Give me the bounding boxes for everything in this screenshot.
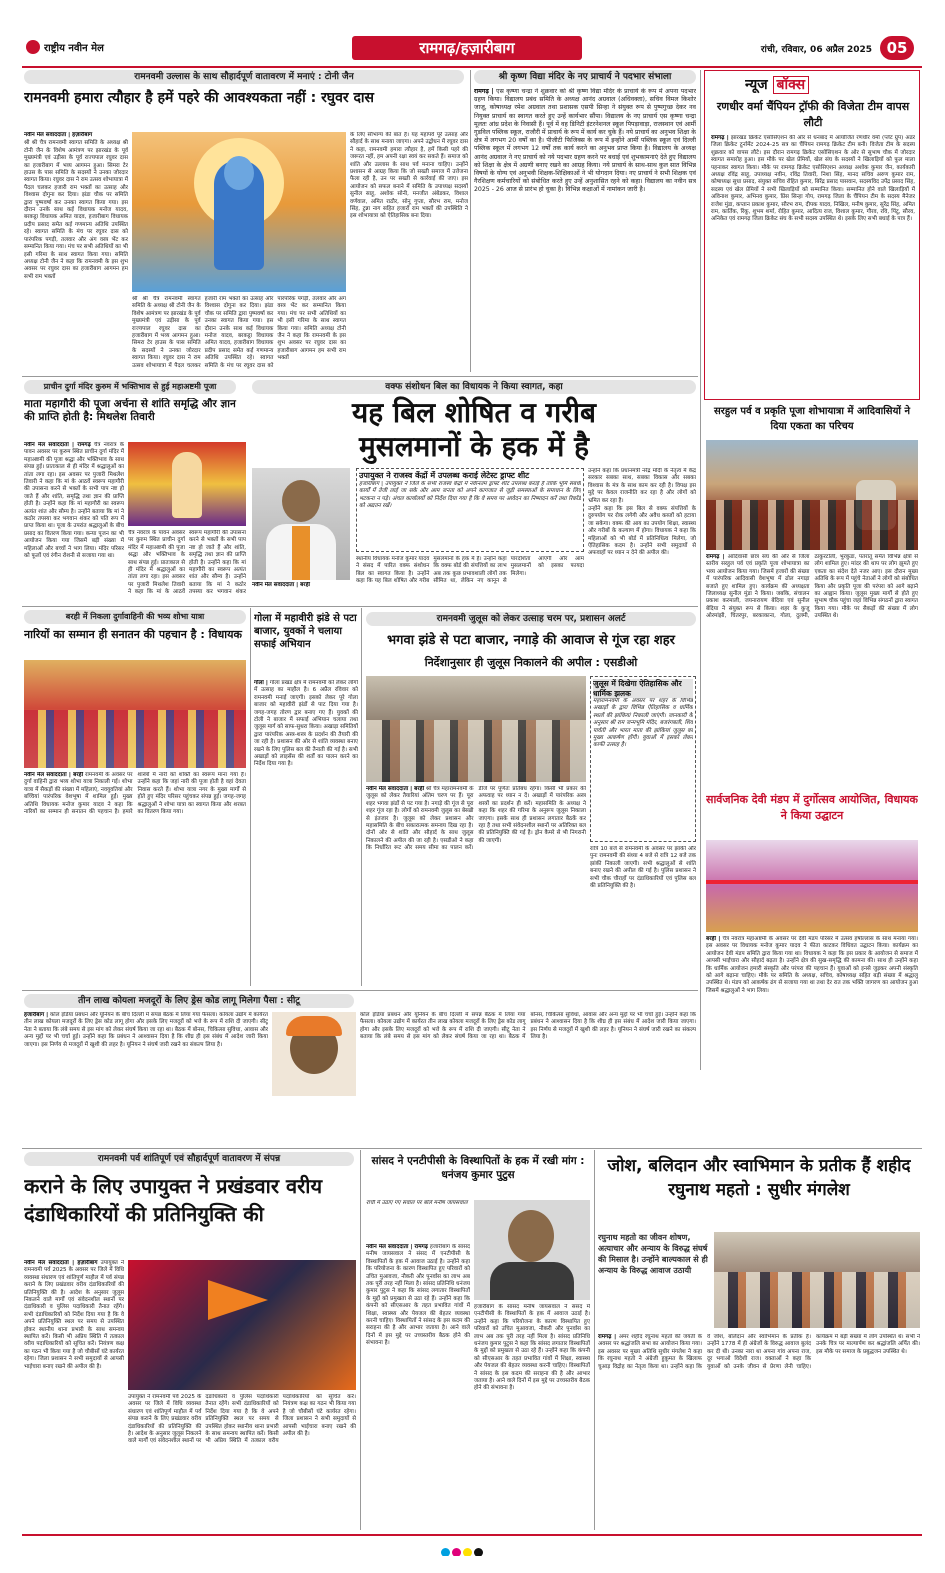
idol [172, 452, 202, 518]
mandap-body [706, 936, 918, 1068]
prati-kicker: रामनवमी पर्व शांतिपूर्ण एवं सौहार्दपूर्ण वातावरण में संपन्न [24, 1152, 354, 1166]
koyla-kicker: तीन लाख कोयला मजदूरों के लिए ड्रेस कोड लागू मिलेगा पैसा : सीटू [24, 994, 354, 1008]
mahagauri-headline: माता महागौरी की पूजा अर्चना से शांति समृद्धि और ज्ञान की प्राप्ति होती है: मिथलेश तिवारी [24, 398, 236, 423]
cmyk-registration-icon [440, 1542, 520, 1556]
rule [250, 608, 251, 986]
waqf-body-c [588, 468, 696, 602]
waqf-inset [356, 468, 584, 552]
rule [22, 376, 698, 377]
news-box-label [745, 75, 885, 95]
waqf-dateline: नवीन मेल संवाददाता | बरही [252, 582, 311, 588]
drum-players [366, 720, 586, 782]
gola-text: गोला प्रखंड क्षेत्र में रामनवमी को लेकर लोगों में उत्साह का माहौल है। 6 अप्रैल रविवार को रामनवमी मनाई जाएगी। इसको लेकर पूरे गोला बाजार को महावीरी झंडों से पाट दिया गया है। जगह-जगह तोरण द्वार बनाए गए हैं। युवकों की टोली ने बाजार में सफाई अभियान चलाया तथा जुलूस मार्ग को साफ-सुथरा किया। अखाड़ा समितियों द्वारा पारंपरिक अस्त्र-शस्त्र के प्रदर्शन की तैयारी की जा रही है। प्रशासन की ओर से शांति व्यवस्था बनाए रखने के लिए पुलिस बल की तैनाती की गई है। सभी अखाड़ों को लाइसेंस की शर्तों का पालन करने का निर्देश दिया गया है। [254, 680, 358, 768]
gola-headline: गोला में महावीरी झंडे से पटा बाजार, युवकों ने चलाया सफाई अभियान [254, 613, 357, 650]
page-number: 05 [880, 36, 914, 60]
bhagwa-body-b: रात्रि 10 बजे से रामनवमी के अवसर पर झांकी और पुनः रामनवमी की संध्या 4 बजे से रात्रि 12 बजे तक झांकी निकाली जाएगी। सभी श्रद्धालुओं से शांति बनाए रखने की अपील की गई है। पुलिस प्रशासन ने सभी चौक चौराहों पर दंडाधिकारियों एवं पुलिस बल की प्रतिनियुक्ति की है। [590, 846, 696, 890]
mahagauri-text: चैत्र नवरात्र के पावन अवसर पर कुरुम स्थित प्राचीन दुर्गा मंदिर में महाअष्टमी की पूजा श्रद्धा और भक्तिभाव के साथ संपन्न हुई। प्रातःकाल से ही मंदिर में श्रद्धालुओं का तांता लगा रहा। इस अवसर पर पुजारी मिथलेश तिवारी ने कहा कि मां के आठवें स्वरूप महागौरी की उपासना करने से भक्तों के सभी पाप नष्ट हो जाते हैं और शांति, समृद्धि तथा ज्ञान की प्राप्ति होती है। उन्होंने कहा कि मां महागौरी का स्वरूप अत्यंत शांत और सौम्य है। उन्होंने बताया कि मां ने कठोर तपस्या कर भगवान शंकर को पति रूप में प्राप्त किया था। पूजा के उपरांत श्रद्धालुओं के बीच प्रसाद का वितरण किया गया। कन्या पूजन का भी आयोजन किया गया जिसमें बड़ी संख्या में महिलाओं और बच्चों ने भाग लिया। मंदिर परिसर को फूलों एवं रंगीन रोशनी से सजाया गया था। [24, 442, 124, 560]
waqf-inset-head: उपायुक्त ने राजस्व केंद्रों में उपलब्ध कराई लेटेस्ट ड्राफ्ट शीट [359, 471, 530, 480]
prati-text: उपायुक्त ने रामनवमी पर्व 2025 के अवसर पर जिले में विधि व्यवस्था संधारण एवं शांतिपूर्ण माहौल में पर्व संपन्न कराने के लिए प्रखंडवार वरीय दंडाधिकारियों की प्रतिनियुक्ति की है। आदेश के अनुसार जुलूस निकलने वाले मार्गों एवं संवेदनशील स्थानों पर दंडाधिकारी व पुलिस पदाधिकारी तैनात रहेंगे। सभी दंडाधिकारियों को निर्देश दिया गया है कि वे अपने प्रतिनियुक्ति स्थल पर समय से उपस्थित होकर स्थानीय थाना प्रभारी के साथ समन्वय स्थापित करें। किसी भी अप्रिय स्थिति में तत्काल वरीय पदाधिकारियों को सूचित करें। नियंत्रण कक्ष का गठन भी किया गया है जो चौबीसों घंटे कार्यरत रहेगा। जिला प्रशासन ने सभी समुदायों से आपसी भाईचारा बनाए रखने की अपील की है। [24, 1260, 124, 1370]
bhagwa-dateline: नवीन मेल संवाददाता | बरही [366, 786, 425, 792]
rule [361, 608, 362, 986]
group [714, 1272, 920, 1328]
mandap-photo [706, 840, 918, 932]
tony-kicker: रामनवमी उल्लास के साथ सौहार्दपूर्ण वातावरण में मनाएं : टोनी जैन [24, 70, 464, 84]
koyla-text: कोल इंडिया प्रबंधन और यूनियन के बीच दिल्ली में संपन्न बैठक में लिया गया फैसला। कोयला उद्योग में कार्यरत तीन लाख कोयला मजदूरों के लिए ड्रेस कोड लागू होगा और इसके लिए मजदूरों को भत्ते के रूप में राशि दी जाएगी। सीटू नेता ने बताया कि लंबे समय से इस मांग को लेकर संघर्ष किया जा रहा था। बैठक में बोनस, चिकित्सा सुविधा, आवास और अन्य मुद्दों पर भी चर्चा हुई। उन्होंने कहा कि प्रबंधन ने आश्वासन दिया है कि शीघ्र ही इस संबंध में आदेश जारी किया जाएगा। इस निर्णय से मजदूरों में खुशी की लहर है। यूनियन ने संघर्ष जारी रखने का संकल्प लिया है। [24, 1012, 268, 1048]
koyla-dateline: हजारीबाग | [24, 1012, 49, 1018]
ribbon [706, 880, 918, 884]
mla-scarf [292, 526, 310, 580]
paper-logo-icon [26, 40, 40, 54]
koyla-body-b: कोल इंडिया प्रबंधन और यूनियन के बीच दिल्ली में संपन्न बैठक में लिया गया फैसला। कोयला उद्योग में कार्यरत तीन लाख कोयला मजदूरों के लिए ड्रेस कोड लागू होगा और इसके लिए मजदूरों को भत्ते के रूप में राशि दी जाएगी। सीटू नेता ने बताया कि लंबे समय से इस मांग को लेकर संघर्ष किया जा रहा था। बैठक में बोनस, चिकित्सा सुविधा, आवास और अन्य मुद्दों पर भी चर्चा हुई। उन्होंने कहा कि प्रबंधन ने आश्वासन दिया है कि शीघ्र ही इस संबंध में आदेश जारी किया जाएगा। इस निर्णय से मजदूरों में खुशी की लहर है। यूनियन ने संघर्ष जारी रखने का संकल्प लिया है। [360, 1012, 696, 1041]
gola-dateline: गोला | [254, 680, 268, 686]
rule [22, 990, 698, 991]
saffron-flag [208, 1280, 268, 1320]
rule [22, 1148, 922, 1149]
mp-photo [474, 1200, 590, 1300]
school-body [474, 88, 696, 372]
tony-body-b: के लिए सौभाग्य की बात है। यह महापर्व पूरे उत्साह और सौहार्द के साथ मनाया जाएगा। अपने उद्बोधन में रघुवर दास ने कहा, रामनवमी हमारा त्यौहार है, हमें किसी पहरे की जरूरत नहीं, हम अपनी रक्षा स्वयं कर सकते हैं। समाज को शांति और उल्लास के साथ पर्व मनाना चाहिए। उन्होंने प्रशासन से आग्रह किया कि जो सख्ती समाज में उत्तेजना फैला रही है, उन पर सख्ती से कार्रवाई की जाए। इस आयोजन को सफल बनाने में समिति के उपाध्यक्ष सदस्यों सुनील साहू, अशोक सोनी, मनजीत अंबेडकर, विशाल वर्णवाल, अमित राठौर, सोनू गुप्ता, सौरभ राम, मनोज सिंह, टुन्ना नाग सहित हजारों राम भक्तों की उपस्थिति ने इस शोभायात्रा को ऐतिहासिक बना दिया। [350, 132, 468, 220]
bhagwa-sidebar-head: जुलूस में दिखेगा ऐतिहासिक और धार्मिक झलक [593, 679, 693, 698]
raghunath-quote: रघुनाथ महतो का जीवन शोषण, अत्याचार और अन्याय के विरुद्ध संघर्ष की मिसाल है। उन्होंने बाल्यकाल से ही अन्याय के विरुद्ध आवाज उठायी [598, 1233, 708, 1275]
koyla-body [24, 1012, 268, 1144]
bhagwa-sidebar-text: महारामनवमी के अवसर पर शहर के विभिन्न अखाड़ों के द्वारा विभिन्न ऐतिहासिक व धार्मिक स्थलों की झांकियां निकाली जाएंगी। जानकारी के अनुसार श्री राम जन्मभूमि मंदिर, बजरंगबली, शिव पार्वती और भारत माता की झांकियां जुलूस का मुख्य आकर्षण होंगी। युवाओं में इसको लेकर काफी उत्साह है। [593, 698, 693, 749]
citu-leader-photo [272, 1012, 356, 1096]
ntpc-body-b: हजारीबाग के सांसद मनीष जायसवाल ने संसद में एनटीपीसी के विस्थापितों के हक में आवाज उठाई है। उन्होंने कहा कि परियोजना के कारण विस्थापित हुए परिवारों को उचित मुआवजा, नौकरी और पुनर्वास का लाभ अब तक पूरी तरह नहीं मिला है। सांसद प्रतिनिधि धनंजय कुमार पुटुस ने कहा कि सांसद लगातार विस्थापितों के मुद्दों को प्रमुखता से उठा रहे हैं। उन्होंने कहा कि कंपनी को सीएसआर के तहत प्रभावित गांवों में शिक्षा, स्वास्थ्य और पेयजल की बेहतर व्यवस्था करनी चाहिए। विस्थापितों ने सांसद के इस कदम की सराहना की है और आभार जताया है। आने वाले दिनों में इस मुद्दे पर उच्चस्तरीय बैठक होने की संभावना है। [474, 1304, 590, 1392]
tony-headline: रामनवमी हमारा त्यौहार है हमें पहरे की आवश्यकता नहीं : रघुवर दास [24, 90, 374, 106]
nari-kicker: बरही में निकला दुर्गावाहिनी की भव्य शोभा यात्रा [24, 610, 246, 624]
ntpc-caption: रांची में उठाए गए सवाल पर बोले मनीष जायसवाल [366, 1200, 468, 1206]
footer-rule [22, 1534, 922, 1536]
news-box-body [711, 135, 915, 397]
waqf-headline-1: यह बिल शोषित व गरीब [351, 396, 597, 429]
mandap-dateline: बरही | [706, 936, 721, 942]
mandap-headline: सार्वजनिक देवी मंडप में दुर्गोत्सव आयोजित, विधायक ने किया उद्घाटन [706, 793, 918, 822]
mahagauri-body [24, 442, 124, 602]
waqf-text-c: उन्होंने कहा कि इस बिल से वक्फ संपत्तियों के दुरुपयोग पर रोक लगेगी और अवैध कब्जों को हटाया जा सकेगा। वक्फ की आय का उपयोग शिक्षा, स्वास्थ्य और गरीबों के कल्याण में होगा। विधायक ने कहा कि महिलाओं को भी बोर्ड में प्रतिनिधित्व मिलेगा, जो ऐतिहासिक कदम है। उन्होंने सभी समुदायों से अफवाहों पर ध्यान न देने की अपील की। [588, 506, 696, 557]
lord-ram-photo [132, 132, 346, 292]
prati-body [24, 1260, 124, 1530]
paper-name: राष्ट्रीय नवीन मेल [44, 43, 104, 54]
school-dateline: रामगढ़ | [474, 88, 494, 95]
section-banner [352, 36, 582, 60]
durga-idol-photo [128, 442, 246, 526]
mp-head [508, 1210, 554, 1262]
raghunath-body [598, 1334, 920, 1530]
mandap-text: चैत्र नवरात्र महाअष्टमी के अवसर पर देवी मंडप परिसर में उत्सव हर्षोल्लास के साथ मनाया गया। इस अवसर पर विधायक मनोज कुमार यादव ने फीता काटकर विधिवत उद्घाटन किया। कार्यक्रम का आयोजन देवी मंडप समिति द्वारा किया गया था। विधायक ने कहा कि इस प्रकार के आयोजन से समाज में आपसी भाईचारा और सौहार्द बढ़ता है। उन्होंने क्षेत्र की सुख-समृद्धि की कामना की। साथ ही उन्होंने कहा कि धार्मिक आयोजन हमारी संस्कृति और परंपरा की पहचान हैं। युवाओं को इनसे जुड़कर अपनी संस्कृति को आगे बढ़ाना चाहिए। मौके पर समिति के अध्यक्ष, सचिव, कोषाध्यक्ष सहित बड़ी संख्या में श्रद्धालु उपस्थित थे। मंडप को आकर्षक ढंग से सजाया गया था तथा देर रात तक भक्ति जागरण का आयोजन हुआ जिसमें श्रद्धालुओं ने भाग लिया। [706, 936, 918, 994]
raghunath-headline: जोश, बलिदान और स्वाभिमान के प्रतीक हैं शहीद रघुनाथ महतो : सुधीर मंगलेश [607, 1156, 911, 1200]
sarhul-text: आदिवासी छात्र संघ की ओर से जिला स्तरीय सरहुल पर्व एवं प्रकृति पूजा शोभायात्रा का भव्य आयोजन किया गया। जिसमें हजारों की संख्या में पारंपरिक आदिवासी वेशभूषा में ढोल नगाड़ा बजाते हुए शामिल हुए। कार्यक्रम की अध्यक्षता जिलाध्यक्ष सुनील मुंडा ने किया। जबकि, संचालन प्रकाश करमाली, जयनारायण बेदिया एवं सुनील बेदिया ने संयुक्त रूप से किया। शहर के कुजू ओरमांझी, चितरपुर, बरकाकाना, गोला, दुलमी, ठाकुरटोली, भुरकुंडा, पतरातू समेत विभिन्न क्षेत्रों से लोग शामिल हुए। मांदर की थाप पर लोग झूमते हुए एकता का संदेश देते नजर आए। इस दौरान मुख्य अतिथि के रूप में पहुंचे नेताओं ने लोगों को संबोधित किया और प्रकृति पूजा की परंपरा को आगे बढ़ाने का आह्वान किया। जुलूस मुख्य मार्गों से होते हुए सुभाष चौक पहुंचा जहां विभिन्न संगठनों द्वारा स्वागत किया गया। मौके पर सैकड़ों की संख्या में लोग उपस्थित थे। [706, 554, 918, 620]
leader-turban [286, 1016, 342, 1036]
news-label-b: बॉक्स [773, 76, 810, 94]
ntpc-body [366, 1244, 470, 1530]
raghunath-photo [714, 1232, 920, 1328]
bhagwa-headline: भगवा झंडे से पटा बाजार, नगाड़े की आवाज से गूंज रहा शहर [387, 633, 675, 648]
waqf-kicker: वक्फ संशोधन बिल का विधायक ने किया स्वागत, कहा [252, 380, 696, 394]
ntpc-headline: सांसद ने एनटीपीसी के विस्थापितों के हक में रखी मांग : धनंजय कुमार पुटुस [371, 1155, 585, 1181]
raghunath-text: अमर शहीद रघुनाथ महतो की जयंती के अवसर पर श्रद्धांजलि सभा का आयोजन किया गया। इस अवसर पर मुख्य अतिथि सुधीर मंगलेश ने कहा कि रघुनाथ महतो ने अंग्रेजी हुकूमत के खिलाफ चुआड़ विद्रोह का नेतृत्व किया था। उन्होंने कहा कि वे जोश, बलिदान और स्वाभिमान के प्रतीक हैं। उन्होंने 1778 में ही अंग्रेजों के विरुद्ध आवाज बुलंद कर दी थी। उनका नारा था अपना गांव अपना राज, दूर भगाओ विदेशी राज। वक्ताओं ने कहा कि युवाओं को उनके जीवन से प्रेरणा लेनी चाहिए। कार्यक्रम में बड़ी संख्या में लोग उपस्थित थे। सभी ने उनके चित्र पर माल्यार्पण कर श्रद्धांजलि अर्पित की। इस मौके पर समाज के प्रबुद्धजन उपस्थित थे। [598, 1334, 920, 1370]
raghunath-dateline: रामगढ़ | [598, 1334, 617, 1340]
ntpc-dateline: नवीन मेल संवाददाता | रामगढ़ [366, 1244, 428, 1250]
sarhul-headline: सरहुल पर्व व प्रकृति पूजा शोभायात्रा में आदिवासियों ने दिया एकता का परिचय [714, 406, 910, 432]
sarhul-body [706, 554, 918, 786]
ntpc-text: हजारीबाग के सांसद मनीष जायसवाल ने संसद में एनटीपीसी के विस्थापितों के हक में आवाज उठाई है। उन्होंने कहा कि परियोजना के कारण विस्थापित हुए परिवारों को उचित मुआवजा, नौकरी और पुनर्वास का लाभ अब तक पूरी तरह नहीं मिला है। सांसद प्रतिनिधि धनंजय कुमार पुटुस ने कहा कि सांसद लगातार विस्थापितों के मुद्दों को प्रमुखता से उठा रहे हैं। उन्होंने कहा कि कंपनी को सीएसआर के तहत प्रभावित गांवों में शिक्षा, स्वास्थ्य और पेयजल की बेहतर व्यवस्था करनी चाहिए। विस्थापितों ने सांसद के इस कदम की सराहना की है और आभार जताया है। आने वाले दिनों में इस मुद्दे पर उच्चस्तरीय बैठक होने की संभावना है। [366, 1244, 470, 1347]
waqf-text-b: उन्होंने कहा कि प्रधानमंत्री नरेंद्र मोदी के नेतृत्व में केंद्र सरकार सबका साथ, सबका विकास और सबका विश्वास के मंत्र के साथ काम कर रही है। विपक्ष इस मुद्दे पर केवल राजनीति कर रहा है और लोगों को भ्रमित कर रहा है। [588, 468, 696, 504]
bhagwa-kicker: रामनवमी जुलूस को लेकर उत्साह चरम पर, प्रशासन अलर्ट [366, 612, 696, 626]
nari-text: रामनवमी के अवसर पर दुर्गा वाहिनी द्वारा भव्य शोभा यात्रा निकाली गई। शोभा यात्रा में सैकड़ों की संख्या में महिलाएं, नवयुवतियां और बच्चियां पारंपरिक वेशभूषा में शामिल हुईं। मुख्य अतिथि विधायक मनोज कुमार यादव ने कहा कि नारियों का सम्मान ही सनातन की पहचान है। हमारे शास्त्रों में नारी को शक्ति का स्वरूप माना गया है। उन्होंने कहा कि जहां नारी की पूजा होती है वहां देवता निवास करते हैं। शोभा यात्रा नगर के मुख्य मार्गों से होते हुए मंदिर परिसर पहुंचकर संपन्न हुई। जगह-जगह श्रद्धालुओं ने शोभा यात्रा का स्वागत किया और शरबत का वितरण किया गया। [24, 772, 246, 816]
masthead-rule [22, 66, 922, 68]
waqf-headline-2: मुसलमानों के हक में है [359, 430, 589, 463]
rule [594, 1150, 595, 1530]
rule [700, 70, 701, 1070]
section-title: रामगढ़/हज़ारीबाग [419, 39, 515, 57]
news-label-a: न्यूज [745, 77, 768, 93]
procession [24, 710, 246, 768]
school-kicker: श्री कृष्ण विद्या मंदिर के नए प्राचार्य ने पदभार संभाला [474, 70, 696, 84]
nari-photo [24, 660, 246, 768]
school-text: एस कृष्णा चन्द्रा ने शुक्रवार को श्री कृष्ण विद्या मंदिर के प्राचार्य के रूप में अपना पदभार ग्रहण किया। विद्यालय प्रबंध समिति के अध्यक्ष आनंद अग्रवाल (अधिवक्ता), सचिव विमल किशोर जाजू, कोषाध्यक्ष रमेश अग्रवाल तथा प्रशासक एसपी सिन्हा ने संयुक्त रूप से पुष्पगुच्छ देकर नव नियुक्त प्राचार्य का स्वागत करते हुए उन्हें कार्यभार सौंपा। विद्यालय के नए प्राचार्य एस कृष्णा चन्द्रा मूलतः आंध्र प्रदेश के निवासी हैं। पूर्व में वह डिनिटी इंटरनेशनल स्कूल पिपड़ावाड़ा, राजस्थान एवं आर्मी गुडविल पब्लिक स्कूल, राजौरी में प्राचार्य के रूप में कार्य कर चुके हैं। नये प्राचार्य का अनुभव शिक्षा के क्षेत्र में लगभग 20 वर्षों का है। पीजीटी फिजिक्स के रूप में इन्होंने आर्मी पब्लिक स्कूल एवं दिल्ली पब्लिक स्कूल में लगभग 12 वर्षों तक कार्य करने का अनुभव प्राप्त किया है। विद्यालय के अध्यक्ष आनंद अग्रवाल ने नए प्राचार्य को नये पदभार ग्रहण करने पर बधाई एवं शुभकामनाएं देते हुए विद्यालय को शिक्षा के क्षेत्र में अग्रणी बनाए रखने का आग्रह किया। नये प्राचार्य के साथ-साथ कुल सात विभिन्न विषयों के योग्य एवं अनुभवी शिक्षक-शिक्षिकाओं ने भी योगदान दिया। नए प्राचार्य ने सभी शिक्षक एवं गैरशिक्षण कर्मचारियों को संबोधित करते हुए उन्हें अनुशासित रहने को कहा। विद्यालय का नवीन सत्र 2025 - 26 आज से प्रारंभ हो चुका है। विभिन्न कक्षाओं में नामांकन जारी है। [474, 88, 696, 194]
news-box-text: झारखंड क्रिकेट एसोसिएशन की ओर से धनबाद में आयोजित रणधीर वर्मा (प्लेट ग्रुप) अंडर जिला क्रिकेट टूर्नामेंट 2024-25 सत्र का चैंपियन रामगढ़ क्रिकेट टीम बनी। विजेता टीम के सदस्य शुक्रवार को वापस लौटे। इस दौरान रामगढ़ क्रिकेट एसोसिएशन के ओर से सुभाष चौक में जोरदार स्वागत समारोह हुआ। इस मौके पर खेल प्रेमियों, खेल संघ के सदस्यों ने खिलाड़ियों को फूल माला पहनाकर स्वागत किया। मौके पर रामगढ़ क्रिकेट एसोसिएशन अध्यक्ष अशोक कुमार जैन, कार्यकारी अध्यक्ष रविंद्र साहू, उपाध्यक्ष नवीन, रविंद्र तिवारी, निशा सिंह, मानद सचिव अरुण कुमार राम, कोषाध्यक्ष सुधा प्रसाद, संयुक्त सचिव रोहित कुमार, बिरेंद्र प्रसाद पासवान, सदस्यविद उपेंद्र प्रसाद सिंह, सदस्य एवं खेल प्रेमियों ने सभी खिलाड़ियों को सम्मानित किया। सम्मानित होने वाले खिलाड़ियों में अविनाश कुमार, अभिनव कुमार, प्रिंस सिन्हा गोप, रामगढ़ जिला के चैंपियन टीम के सदस्य मैनेजर राजेश मुंडा, कप्तान प्रकाश कुमार, सौरभ राम, दीपक यादव, निखिल, मनीष कुमार, सुरेंद्र सिंह, अमित राम, कार्तिक, रिंकू, शुभम शर्मा, रोहित कुमार, आदित्य राज, विशाल कुमार, गौरव, रवि, पिंटू, सौरव, अनिकेत एवं रामगढ़ जिला क्रिकेट संघ के सभी सदस्य उपस्थित थे। इसके लिए सभी बधाई के पात्र हैं। [711, 135, 915, 223]
prati-dateline: नवीन मेल संवाददाता | हज़ारीबाग [24, 1260, 98, 1266]
rule [470, 70, 471, 372]
mahagauri-kicker: प्राचीन दुर्गा मंदिर कुरुम में भक्तिभाव से हुई महाअष्टमी पूजा [24, 380, 236, 394]
mla-photo [252, 468, 350, 580]
rule [22, 606, 698, 607]
sarhul-dateline: रामगढ़ | [706, 554, 725, 560]
waqf-inset-text: हजारीबाग | उपायुक्त ने जिले के सभी राजस्व केंद्रों में नवीनतम ड्राफ्ट शीट उपलब्ध कराई है ताकि भूमि संबंधी कार्यों में तेजी लाई जा सके और आम जनता को अपने कागजात से जुड़ी समस्याओं के समाधान के लिए भटकना न पड़े। अंचल कार्यालयों को निर्देश दिया गया है कि वे समय पर आवेदन का निष्पादन करें तथा रिकॉर्ड को अद्यतन रखें। [359, 481, 581, 510]
tony-dateline: नवीन मेल संवाददाता | हज़ारीबाग [24, 132, 93, 138]
figure-face [224, 156, 254, 190]
prati-body-b: उपायुक्त ने रामनवमी पर्व 2025 के अवसर पर जिले में विधि व्यवस्था संधारण एवं शांतिपूर्ण माहौल में पर्व संपन्न कराने के लिए प्रखंडवार वरीय दंडाधिकारियों की प्रतिनियुक्ति की है। आदेश के अनुसार जुलूस निकलने वाले मार्गों एवं संवेदनशील स्थानों पर दंडाधिकारी व पुलिस पदाधिकारी तैनात रहेंगे। सभी दंडाधिकारियों को निर्देश दिया गया है कि वे अपने प्रतिनियुक्ति स्थल पर समय से उपस्थित होकर स्थानीय थाना प्रभारी के साथ समन्वय स्थापित करें। किसी भी अप्रिय स्थिति में तत्काल वरीय पदाधिकारियों को सूचित करें। नियंत्रण कक्ष का गठन भी किया गया है जो चौबीसों घंटे कार्यरत रहेगा। जिला प्रशासन ने सभी समुदायों से आपसी भाईचारा बनाए रखने की अपील की है। [128, 1394, 356, 1445]
masthead [22, 34, 922, 64]
tony-text-a: श्री श्री चैत्र रामनवमी स्वागत समिति के अध्यक्ष श्री टोनी जैन के विशेष आमंत्रण पर झारखंड के पूर्व मुख्यमंत्री एवं उड़ीसा के पूर्व राज्यपाल रघुवर दास का हजारीबाग में भव्य आगमन हुआ। सिमरा टेर हाउस के पास समिति के सदस्यों ने उनका जोरदार स्वागत किया। रघुवर दास ने राम उत्सव शोभायात्रा में पैदल चलकर हजारी राम भक्तों का उत्साह और विश्वास दोगुना कर दिया। झंडा चौक पर समिति द्वारा पुष्पवर्षा कर उनका स्वागत किया गया। इस दौरान उनके साथ कई विधायक मनोज यादव, बरकट्ठा विधायक अमित यादव, हजारीबाग विधायक प्रदीप प्रसाद समेत कई गणमान्य अतिथि उपस्थित रहे। स्वागत समिति के मंच पर रघुवर दास को पारंपरिक पगड़ी, तलवार और अंग वस्त्र भेंट कर सम्मानित किया गया। मंच पर सभी अतिथियों का भी इसी गरिमा के साथ स्वागत किया गया। समिति अध्यक्ष टोनी जैन ने कहा कि रामनवमी के इस शुभ अवसर पर रघुवर दास का हजारीबाग आगमन हम सभी राम भक्तों [24, 140, 128, 280]
tony-body-mid: श्री श्री चैत्र रामनवमी स्वागत समिति के अध्यक्ष श्री टोनी जैन के विशेष आमंत्रण पर झारखंड के पूर्व मुख्यमंत्री एवं उड़ीसा के पूर्व राज्यपाल रघुवर दास का हजारीबाग में भव्य आगमन हुआ। सिमरा टेर हाउस के पास समिति के सदस्यों ने उनका जोरदार स्वागत किया। रघुवर दास ने राम उत्सव शोभायात्रा में पैदल चलकर हजारी राम भक्तों का उत्साह और विश्वास दोगुना कर दिया। झंडा चौक पर समिति द्वारा पुष्पवर्षा कर उनका स्वागत किया गया। इस दौरान उनके साथ कई विधायक मनोज यादव, बरकट्ठा विधायक अमित यादव, हजारीबाग विधायक प्रदीप प्रसाद समेत कई गणमान्य अतिथि उपस्थित रहे। स्वागत समिति के मंच पर रघुवर दास को पारंपरिक पगड़ी, तलवार और अंग वस्त्र भेंट कर सम्मानित किया गया। मंच पर सभी अतिथियों का भी इसी गरिमा के साथ स्वागत किया गया। समिति अध्यक्ष टोनी जैन ने कहा कि रामनवमी के इस शुभ अवसर पर रघुवर दास का हजारीबाग आगमन हम सभी राम भक्तों [132, 296, 346, 369]
waqf-body-b: स्थानीय विधायक मनोज कुमार यादव ने संसद में पारित वक्फ संशोधन बिल का स्वागत किया है। उन्होंने कहा कि यह बिल शोषित और गरीब मुसलमानों के हक में है। उन्होंने कहा कि वक्फ बोर्ड की संपत्तियों का लाभ अब तक कुछ प्रभावशाली लोगों तक सीमित था, लेकिन नए कानून से पारदर्शिता आएगी और आम मुसलमानों को इसका फायदा मिलेगा। [356, 556, 584, 585]
mla-head [282, 480, 320, 522]
nari-dateline: नवीन मेल संवाददाता | बरही [24, 772, 84, 778]
prati-headline: कराने के लिए उपायुक्त ने प्रखंडवार वरीय दंडाधिकारियों की प्रतिनियुक्ति की [24, 1174, 323, 1226]
bhagwa-sidebar [590, 676, 696, 842]
sarhul-photo [706, 440, 918, 550]
nari-headline: नारियों का सम्मान ही सनातन की पहचान है : विधायक [24, 628, 242, 641]
bhagwa-text: श्री चैत्र महारामनवमी के जुलूस को लेकर तैयारियां अंतिम चरण पर हैं। पूरा शहर भगवा झंडों से पट गया है। नगाड़े की गूंज से पूरा शहर गूंज रहा है। लोगों को रामनवमी जुलूस का बेसब्री से इंतजार है। जुलूस को लेकर प्रशासन और महासमिति के बीच सकारात्मक समन्वय दिख रहा है। दोनों ओर से शांति और सौहार्द के साथ जुलूस निकालने की अपील की जा रही है। एसडीओ ने कहा कि निर्धारित रूट और समय सीमा का पालन करें। डीजे पर पूर्णतः प्रतिबंध रहेगा। किसी भी प्रकार की अफवाह पर ध्यान न दें। अखाड़ों में पारंपरिक अस्त्र शस्त्रों का प्रदर्शन ही करें। महासमिति के अध्यक्ष ने कहा कि शहर की गरिमा के अनुरूप जुलूस निकाला जाएगा। इसके साथ ही प्रशासन लगातार बैठकें कर रहा है तथा सभी संवेदनशील स्थानों पर अतिरिक्त बल की प्रतिनियुक्ति की गई है। ड्रोन कैमरे से भी निगरानी की जाएगी। [366, 786, 586, 852]
mahagauri-body-b: चैत्र नवरात्र के पावन अवसर पर कुरुम स्थित प्राचीन दुर्गा मंदिर में महाअष्टमी की पूजा श्रद्धा और भक्तिभाव के साथ संपन्न हुई। प्रातःकाल से ही मंदिर में श्रद्धालुओं का तांता लगा रहा। इस अवसर पर पुजारी मिथलेश तिवारी ने कहा कि मां के आठवें स्वरूप महागौरी की उपासना करने से भक्तों के सभी पाप नष्ट हो जाते हैं और शांति, समृद्धि तथा ज्ञान की प्राप्ति होती है। उन्होंने कहा कि मां महागौरी का स्वरूप अत्यंत शांत और सौम्य है। उन्होंने बताया कि मां ने कठोर तपस्या कर भगवान शंकर [128, 530, 246, 596]
news-box-headline: रणधीर वर्मा चैंपियन ट्रॉफी की विजेता टीम वापस लौटी [716, 100, 910, 129]
nari-body [24, 772, 246, 986]
mp-body [490, 1262, 574, 1300]
crowd [706, 500, 918, 550]
flag-photo [128, 1260, 356, 1390]
news-box [704, 70, 920, 400]
rule [360, 1150, 361, 1530]
gola-body [254, 680, 358, 986]
tony-body-a [24, 132, 128, 372]
bhagwa-photo [366, 676, 586, 782]
mahagauri-dateline: नवीन मेल संवाददाता | रामगढ़ [24, 442, 91, 448]
bhagwa-subhead: निर्देशानुसार ही जुलूस निकालने की अपील : एसडीओ [424, 656, 638, 669]
bhagwa-body [366, 786, 586, 986]
page-date: रांची, रविवार, 06 अप्रैल 2025 [760, 45, 872, 55]
waqf-body-a [252, 582, 350, 602]
news-box-dateline: रामगढ़ | [711, 135, 729, 141]
